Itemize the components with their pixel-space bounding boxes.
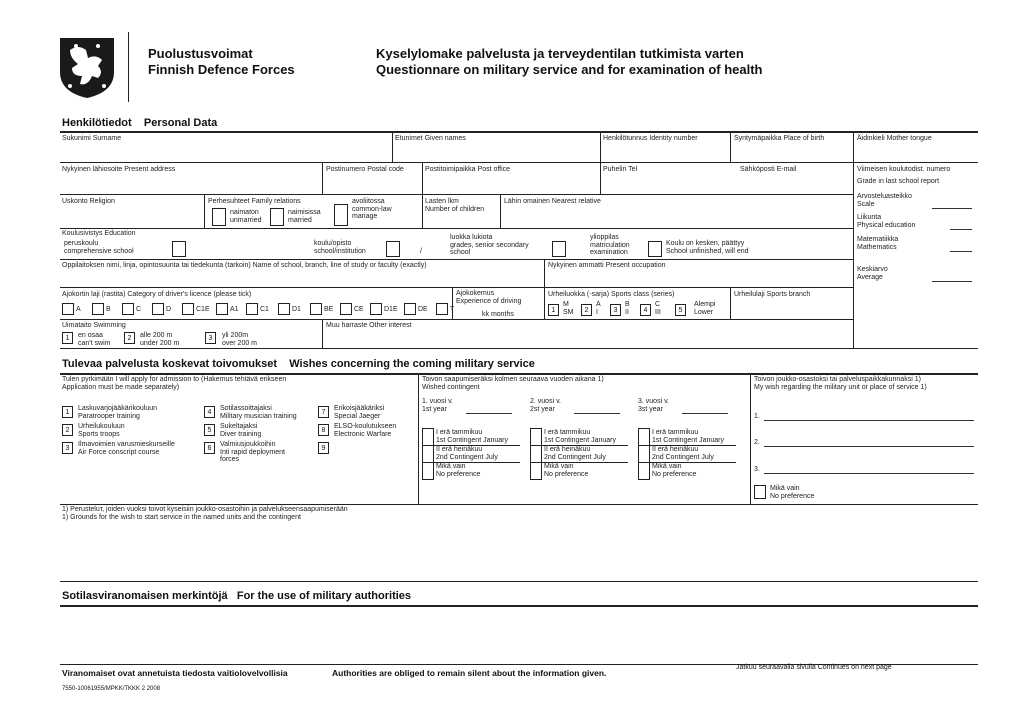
average-label: Keskiarvo Average <box>857 266 888 281</box>
year-3-jul: II erä heinäkuu 2nd Contingent July <box>652 446 714 461</box>
swim-2-label: alle 200 m under 200 m <box>140 332 180 347</box>
postal-code-label: Postinumero Postal code <box>326 166 404 173</box>
licence-label-ce: CE <box>354 306 364 313</box>
licence-label-c: C <box>136 306 142 313</box>
year-3-divider-2 <box>638 462 736 463</box>
licence-label-t: T <box>450 306 455 313</box>
year-1-checkbox-column[interactable] <box>422 428 434 480</box>
licence-checkbox-c[interactable] <box>122 303 134 315</box>
unit-option-5[interactable]: 5 <box>204 424 215 436</box>
year-2-jan: I erä tammikuu 1st Contingent January <box>544 429 616 444</box>
year-1-none: Mikä vain No preference <box>436 463 481 478</box>
org-name-fi: Puolustusvoimat <box>148 46 253 61</box>
unit-wish-1: 1. <box>754 413 760 420</box>
licence-label-be: BE <box>324 306 334 313</box>
licence-label-a1: A1 <box>230 306 239 313</box>
report-no-text: Viimeisen koulutodist. numero <box>857 166 951 173</box>
mother-tongue-label: Äidinkieli Mother tongue <box>857 135 932 142</box>
licence-checkbox-d1[interactable] <box>278 303 290 315</box>
licence-checkbox-d[interactable] <box>152 303 164 315</box>
licence-checkbox-c1[interactable] <box>246 303 258 315</box>
authorities-heading <box>62 590 411 602</box>
licence-label-d: D <box>166 306 172 313</box>
driving-exp-label: Ajokokemus Experience of driving <box>456 290 522 305</box>
occupation-label: Nykyinen ammatti Present occupation <box>548 262 666 269</box>
unit-option-8[interactable]: 8 <box>318 424 329 436</box>
swimming-label: Uimataito Swimming <box>62 322 126 329</box>
college-label: koulu/opisto school/institution <box>314 240 366 255</box>
header-divider <box>128 32 129 102</box>
college-checkbox[interactable] <box>386 241 400 257</box>
children-label: Lasten lkm Number of children <box>425 198 485 213</box>
report-grade-label: Grade in last school report <box>857 178 940 185</box>
email-label: Sähköposti E-mail <box>740 166 797 173</box>
form-title-fi: Kyselylomake palvelusta ja terveydentilan tutkimista varten <box>376 46 744 61</box>
year-2-divider-2 <box>530 462 628 463</box>
unit-option-3[interactable]: 3 <box>62 442 73 454</box>
sports-branch-label: Urheilulaji Sports branch <box>734 291 811 298</box>
post-office-label: Postitoimipaikka Post office <box>425 166 511 173</box>
swim-option-2[interactable]: 2 <box>124 332 135 344</box>
licence-checkbox-de[interactable] <box>404 303 416 315</box>
year-1-label: 1. vuosi v. 1st year <box>422 398 453 413</box>
licence-label-a: A <box>76 306 81 313</box>
unmarried-checkbox[interactable] <box>212 208 226 226</box>
licence-checkbox-d1e[interactable] <box>370 303 382 315</box>
grades-label: luokka lukiota grades, senior secondary school <box>450 234 529 256</box>
contingent-text: Toivon saapumiseräksi kolmen seuraava vuoden aikana 1) Wished contingent <box>422 376 604 391</box>
wishes-heading-en: Wishes concerning the coming military service <box>289 358 535 370</box>
year-1-blank[interactable] <box>466 413 512 414</box>
unit-option-7-label: Erikoisjääkäriksi Special Jaeger <box>334 405 385 420</box>
school-name-label: Oppilaitoksen nimi, linja, opintosuunta tai tiedekunta (tarkoin) Name of school, branch, line of study or faculty (exactly) <box>62 262 427 269</box>
unit-option-1-label: Laskuvarjojääkärikouluun Paratrooper training <box>78 405 157 420</box>
sports-c-label: C III <box>655 301 661 316</box>
sports-class-4[interactable]: 4 <box>640 304 651 316</box>
licence-label-d1e: D1E <box>384 306 398 313</box>
org-name-en: Finnish Defence Forces <box>148 62 295 77</box>
wishes-heading <box>62 358 535 370</box>
sports-lower-label: Alempi Lower <box>694 301 716 316</box>
secrecy-fi: Viranomaiset ovat annetuista tiedosta vaitiolovelvollisia <box>62 668 288 678</box>
sports-class-5[interactable]: 5 <box>675 304 686 316</box>
grounds-text: 1) Perusteluт, joiden vuoksi toivot kyseisiin joukko-osastoihin ja palvelukseensaapumiserään 1) Grounds for the wish to start service in the named units and the contingent <box>62 506 348 521</box>
year-2-checkbox-column[interactable] <box>530 428 542 480</box>
coat-of-arms-logo <box>58 36 116 100</box>
personal-heading-fi: Henkilötiedot <box>62 117 132 129</box>
swim-1-label: en osaa can't swim <box>78 332 111 347</box>
identity-label: Henkilötunnus Identity number <box>603 135 698 142</box>
swim-3-label: yli 200m over 200 m <box>222 332 258 347</box>
grades-checkbox[interactable] <box>552 241 566 257</box>
unit-option-3-label: Ilmavoimien varusmieskurseille Air Force conscript course <box>78 441 175 456</box>
licence-label-b: B <box>106 306 111 313</box>
education-label: Koulusivistys Education <box>62 230 136 237</box>
unit-option-2-label: Urheilukouluun Sports troops <box>78 423 125 438</box>
licence-checkbox-be[interactable] <box>310 303 322 315</box>
licence-checkbox-t[interactable] <box>436 303 448 315</box>
birthplace-label: Syntymäpaikka Place of birth <box>734 135 825 142</box>
continues-note: Jatkuu seuraavalla sivulla Continues on next page <box>736 664 892 671</box>
report-no-label <box>857 166 950 174</box>
sports-class-2[interactable]: 2 <box>581 304 592 316</box>
sports-class-3[interactable]: 3 <box>610 304 621 316</box>
km-months-label: kk months <box>482 311 514 318</box>
year-3-none: Mikä vain No preference <box>652 463 697 478</box>
wishes-heading-fi: Tulevaa palvelusta koskevat toivomukset <box>62 358 277 370</box>
matric-checkbox[interactable] <box>648 241 662 257</box>
unit-wish-text: Toivon joukko-osastoksi tai palveluspaikkakunnaksi 1) My wish regarding the military unit or place of service 1) <box>754 376 927 391</box>
year-1-jul: II erä heinäkuu 2nd Contingent July <box>436 446 498 461</box>
year-3-blank[interactable] <box>682 413 728 414</box>
common-law-label: avoliitossa common-law mariage <box>352 198 392 220</box>
licence-label-c1e: C1E <box>196 306 210 313</box>
unit-option-6[interactable]: 6 <box>204 442 215 454</box>
married-checkbox[interactable] <box>270 208 284 226</box>
scale-label: Arvosteluasteikko Scale <box>857 193 912 208</box>
slash-separator: / <box>420 248 422 255</box>
year-1-divider-1 <box>422 445 520 446</box>
matric-label: ylioppilas matriculation examination <box>590 234 630 256</box>
unit-wish-3: 3. <box>754 466 760 473</box>
licence-checkbox-a[interactable] <box>62 303 74 315</box>
unit-option-4[interactable]: 4 <box>204 406 215 418</box>
unit-option-5-label: Sukeltajaksi Diver training <box>220 423 262 438</box>
given-names-label: Etunimet Given names <box>395 135 466 142</box>
licence-label-d1: D1 <box>292 306 301 313</box>
year-3-jan: I erä tammikuu 1st Contingent January <box>652 429 724 444</box>
year-3-divider-1 <box>638 445 736 446</box>
unit-wish-2: 2. <box>754 439 760 446</box>
authorities-heading-fi: Sotilasviranomaisen merkintöjä <box>62 590 228 602</box>
unit-option-8-label: ELSO-koulutukseen Electronic Warfare <box>334 423 397 438</box>
next-of-kin-label: Lähin omainen Nearest relative <box>504 198 601 205</box>
year-2-none: Mikä vain No preference <box>544 463 589 478</box>
unfinished-label: Koulu on kesken, päättyy School unfinished, will end <box>666 240 749 255</box>
year-1-jan: I erä tammikuu 1st Contingent January <box>436 429 508 444</box>
year-3-checkbox-column[interactable] <box>638 428 650 480</box>
comprehensive-label: peruskoulu comprehensive school <box>64 240 134 255</box>
swim-option-3[interactable]: 3 <box>205 332 216 344</box>
year-2-divider-1 <box>530 445 628 446</box>
unit-option-6-label: Valmiusjoukkoihin Inti rapid deployment forces <box>220 441 285 463</box>
comprehensive-checkbox[interactable] <box>172 241 186 257</box>
personal-heading-en: Personal Data <box>143 117 218 129</box>
licence-label: Ajokortin laji (rastita) Category of driver's licence (please tick) <box>62 291 252 298</box>
licence-checkbox-b[interactable] <box>92 303 104 315</box>
unmarried-label: naimaton unmarried <box>230 209 262 224</box>
swim-option-1[interactable]: 1 <box>62 332 73 344</box>
year-2-jul: II erä heinäkuu 2nd Contingent July <box>544 446 606 461</box>
authorities-heading-en: For the use of military authorities <box>236 590 412 602</box>
surname-label: Sukunimi Surname <box>62 135 122 142</box>
unit-no-preference-label: Mikä vain No preference <box>770 485 815 500</box>
unit-no-preference-checkbox[interactable] <box>754 485 766 499</box>
year-2-label: 2. vuosi v. 2st year <box>530 398 561 413</box>
unit-option-7[interactable]: 7 <box>318 406 329 418</box>
licence-checkbox-ce[interactable] <box>340 303 352 315</box>
pe-label: Liikunta Physical education <box>857 214 916 229</box>
tel-label: Puhelin Tel <box>603 166 638 173</box>
year-1-divider-2 <box>422 462 520 463</box>
apply-text: Tulen pyrkimään I will apply for admission to (Hakemus tehtävä erikseen Application must be made separately) <box>62 376 287 391</box>
unit-option-4-label: Sotilassoittajaksi Military musician training <box>220 405 297 420</box>
sports-b-label: B II <box>625 301 630 316</box>
personal-data-heading <box>62 117 217 129</box>
form-code: 7550-10061955/MPKK/TKKK 2 2008 <box>62 686 161 692</box>
licence-label-de: DE <box>418 306 428 313</box>
sports-class-1[interactable]: 1 <box>548 304 559 316</box>
address-label: Nykyinen lähiosoite Present address <box>62 166 176 173</box>
licence-checkbox-c1e[interactable] <box>182 303 194 315</box>
family-label: Perhesuhteet Family relations <box>208 198 301 205</box>
unit-option-2[interactable]: 2 <box>62 424 73 436</box>
year-2-blank[interactable] <box>574 413 620 414</box>
licence-checkbox-a1[interactable] <box>216 303 228 315</box>
licence-label-c1: C1 <box>260 306 269 313</box>
secrecy-en: Authorities are obliged to remain silent about the information given. <box>332 668 607 678</box>
unit-option-9[interactable]: 9 <box>318 442 329 454</box>
sports-m-label: M SM <box>563 301 574 316</box>
sports-class-label: Urheiluokka (-sarja) Sports class (series) <box>548 291 675 298</box>
math-label: Matematiikka Mathematics <box>857 236 899 251</box>
year-3-label: 3. vuosi v. 3st year <box>638 398 669 413</box>
unit-option-1[interactable]: 1 <box>62 406 73 418</box>
religion-label: Uskonto Religion <box>62 198 115 205</box>
sports-a-label: A I <box>596 301 601 316</box>
common-law-checkbox[interactable] <box>334 204 348 226</box>
married-label: naimisissa married <box>288 209 321 224</box>
form-title-en: Questionnare on military service and for examination of health <box>376 62 763 77</box>
other-interest-label: Muu harraste Other interest <box>326 322 412 329</box>
